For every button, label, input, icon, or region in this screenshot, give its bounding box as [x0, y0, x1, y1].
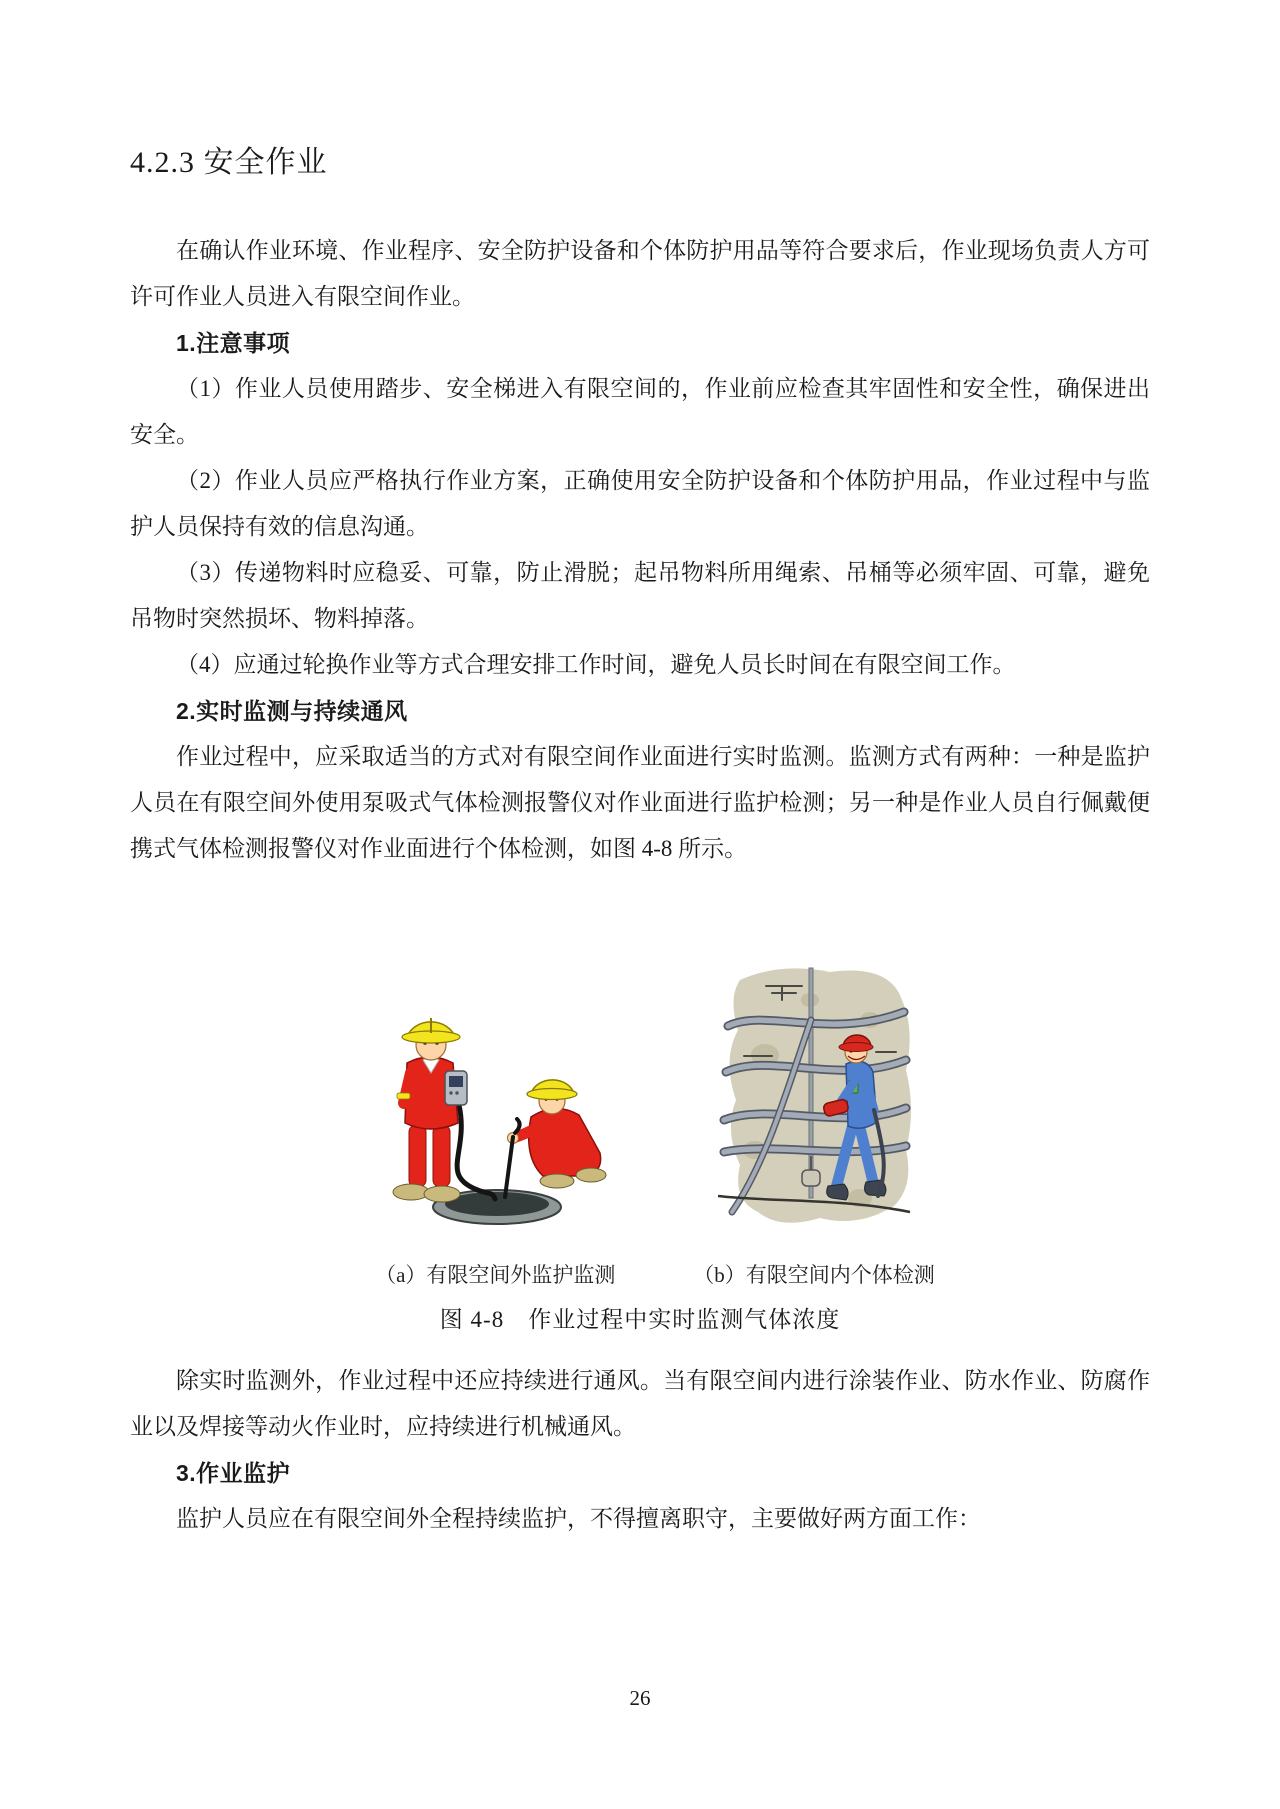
section-heading: 4.2.3 安全作业 [130, 146, 328, 179]
figure-b-caption: （b）有限空间内个体检测 [693, 1263, 935, 1287]
figure-title: 图 4-8 作业过程中实时监测气体浓度 [439, 1307, 841, 1332]
workers-manhole-monitoring-illustration [345, 985, 645, 1240]
monitoring-paragraph: 作业过程中，应采取适当的方式对有限空间作业面进行实时监测。监测方式有两种：一种是监护人员在有限空间外使用泵吸式气体检测报警仪对作业面进行监护检测；另一种是作业人员自行佩戴便携式气体检测报警仪对作业面进行个体检测，如图 4-8 所示。 [130, 744, 1150, 861]
guardian-paragraph: 监护人员应在有限空间外全程持续监护，不得擅离职守，主要做好两方面工作： [176, 1506, 981, 1531]
page-number: 26 [629, 1686, 651, 1710]
subsection-3-title: 3.作业监护 [176, 1460, 291, 1486]
intro-paragraph: 在确认作业环境、作业程序、安全防护设备和个体防护用品等符合要求后，作业现场负责人方可许可作业人员进入有限空间作业。 [130, 238, 1150, 309]
ventilation-paragraph: 除实时监测外，作业过程中还应持续进行通风。当有限空间内进行涂装作业、防水作业、防腐作业以及焊接等动火作业时，应持续进行机械通风。 [130, 1368, 1150, 1439]
figure-a-caption: （a）有限空间外监护监测 [375, 1263, 616, 1287]
crouching-worker [505, 1080, 606, 1197]
figure-a [345, 985, 645, 1288]
figure-b [693, 960, 935, 1288]
note-item-4: （4）应通过轮换作业等方式合理安排工作时间，避免人员长时间在有限空间工作。 [176, 652, 1016, 677]
subsection-1-title: 1.注意事项 [176, 330, 291, 356]
figure-4-8 [130, 960, 1150, 1288]
worker-cable-tunnel-illustration [710, 960, 918, 1240]
subsection-2-title: 2.实时监测与持续通风 [176, 698, 408, 724]
note-item-1: （1）作业人员使用踏步、安全梯进入有限空间的，作业前应检查其牢固性和安全性，确保进出安全。 [130, 376, 1150, 447]
note-item-2: （2）作业人员应严格执行作业方案，正确使用安全防护设备和个体防护用品，作业过程中与监护人员保持有效的信息沟通。 [130, 468, 1150, 539]
note-item-3: （3）传递物料时应稳妥、可靠，防止滑脱；起吊物料所用绳索、吊桶等必须牢固、可靠，避免吊物时突然损坏、物料掉落。 [130, 560, 1150, 631]
